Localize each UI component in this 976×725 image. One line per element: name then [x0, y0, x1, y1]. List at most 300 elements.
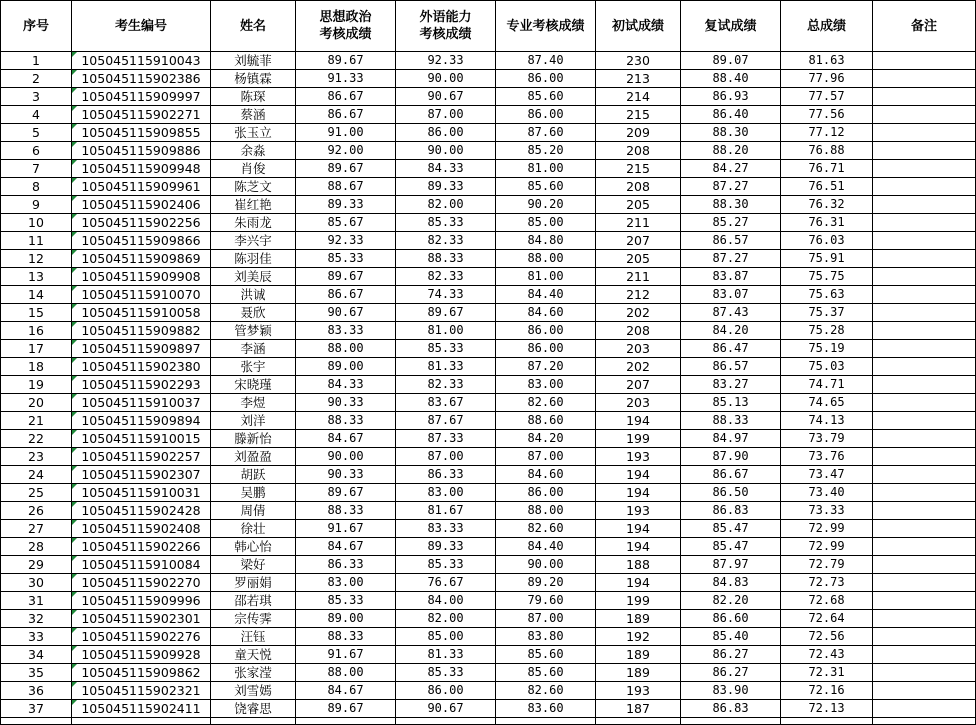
- cell-exam-id[interactable]: 105045115909961: [72, 178, 211, 196]
- cell-exam-id[interactable]: 105045115909996: [72, 592, 211, 610]
- cell-name[interactable]: 张家滢: [211, 664, 296, 682]
- cell-remarks[interactable]: [873, 556, 976, 574]
- cell-remarks[interactable]: [873, 214, 976, 232]
- cell-politics-score[interactable]: 83.33: [296, 322, 396, 340]
- cell-name[interactable]: 吴鹏: [211, 484, 296, 502]
- cell-politics-score[interactable]: 91.67: [296, 646, 396, 664]
- table-row[interactable]: [1, 160, 976, 178]
- cell-remarks[interactable]: [873, 394, 976, 412]
- cell-total-score[interactable]: 75.63: [781, 286, 873, 304]
- cell-major-score[interactable]: 84.60: [496, 466, 596, 484]
- cell-prelim-score[interactable]: 208: [596, 322, 681, 340]
- cell-major-score[interactable]: 84.40: [496, 286, 596, 304]
- cell-politics-score[interactable]: 90.33: [296, 466, 396, 484]
- table-row[interactable]: [1, 520, 976, 538]
- cell-language-score[interactable]: 83.67: [396, 394, 496, 412]
- cell-seq[interactable]: 2: [1, 70, 72, 88]
- cell-retest-score[interactable]: 87.90: [681, 448, 781, 466]
- cell-name[interactable]: 滕新怡: [211, 430, 296, 448]
- cell-retest-score[interactable]: 88.30: [681, 196, 781, 214]
- cell-total-score[interactable]: 72.13: [781, 700, 873, 718]
- cell-prelim-score[interactable]: 193: [596, 502, 681, 520]
- cell-politics-score[interactable]: 86.33: [296, 556, 396, 574]
- cell-name[interactable]: 韩心怡: [211, 538, 296, 556]
- cell-exam-id[interactable]: 105045115909928: [72, 646, 211, 664]
- cell-major-score[interactable]: 83.60: [496, 700, 596, 718]
- cell-remarks[interactable]: [873, 682, 976, 700]
- cell-retest-score[interactable]: 83.07: [681, 286, 781, 304]
- cell-total-score[interactable]: 74.65: [781, 394, 873, 412]
- cell-major-score[interactable]: 88.60: [496, 412, 596, 430]
- cell-politics-score[interactable]: 88.33: [296, 502, 396, 520]
- cell-major-score[interactable]: 85.00: [496, 214, 596, 232]
- cell-remarks[interactable]: [873, 70, 976, 88]
- cell-language-score[interactable]: 81.33: [396, 646, 496, 664]
- cell-major-score[interactable]: 86.00: [496, 484, 596, 502]
- cell-retest-score[interactable]: 83.27: [681, 376, 781, 394]
- cell-remarks[interactable]: [873, 142, 976, 160]
- cell-seq[interactable]: 16: [1, 322, 72, 340]
- cell-major-score[interactable]: 87.40: [496, 52, 596, 70]
- table-row[interactable]: [1, 358, 976, 376]
- cell-remarks[interactable]: [873, 466, 976, 484]
- cell-total-score[interactable]: 75.19: [781, 340, 873, 358]
- cell-exam-id[interactable]: 105045115909869: [72, 250, 211, 268]
- cell-remarks[interactable]: [873, 358, 976, 376]
- cell-total-score[interactable]: 75.28: [781, 322, 873, 340]
- table-row[interactable]: [1, 322, 976, 340]
- cell-remarks[interactable]: [873, 196, 976, 214]
- cell-prelim-score[interactable]: 207: [596, 232, 681, 250]
- cell-exam-id[interactable]: 105045115910031: [72, 484, 211, 502]
- table-row[interactable]: [1, 178, 976, 196]
- cell-seq[interactable]: 24: [1, 466, 72, 484]
- cell-exam-id[interactable]: 105045115902256: [72, 214, 211, 232]
- cell-prelim-score[interactable]: 193: [596, 682, 681, 700]
- cell-retest-score[interactable]: 88.20: [681, 142, 781, 160]
- cell-prelim-score[interactable]: 215: [596, 106, 681, 124]
- cell-name[interactable]: 李煜: [211, 394, 296, 412]
- cell-language-score[interactable]: 85.33: [396, 556, 496, 574]
- cell-retest-score[interactable]: 85.27: [681, 214, 781, 232]
- cell-politics-score[interactable]: 91.67: [296, 520, 396, 538]
- cell-language-score[interactable]: 86.00: [396, 124, 496, 142]
- cell-name[interactable]: 童天悦: [211, 646, 296, 664]
- cell-language-score[interactable]: 90.67: [396, 700, 496, 718]
- cell-politics-score[interactable]: 84.67: [296, 538, 396, 556]
- cell-language-score[interactable]: 83.00: [396, 484, 496, 502]
- cell-total-score[interactable]: 72.99: [781, 538, 873, 556]
- cell-language-score[interactable]: 74.33: [396, 286, 496, 304]
- table-row[interactable]: [1, 574, 976, 592]
- cell-prelim-score[interactable]: 211: [596, 268, 681, 286]
- cell-prelim-score[interactable]: 194: [596, 484, 681, 502]
- cell-name[interactable]: 刘雪嫣: [211, 682, 296, 700]
- cell-exam-id[interactable]: 105045115910015: [72, 430, 211, 448]
- cell-total-score[interactable]: 77.12: [781, 124, 873, 142]
- cell-politics-score[interactable]: 89.67: [296, 700, 396, 718]
- cell-exam-id[interactable]: 105045115909886: [72, 142, 211, 160]
- cell-major-score[interactable]: 90.00: [496, 556, 596, 574]
- cell-language-score[interactable]: 84.00: [396, 592, 496, 610]
- cell-name[interactable]: 刘盈盈: [211, 448, 296, 466]
- cell-retest-score[interactable]: 84.83: [681, 574, 781, 592]
- cell-name[interactable]: 宗传霁: [211, 610, 296, 628]
- cell-retest-score[interactable]: 86.83: [681, 700, 781, 718]
- cell-total-score[interactable]: 76.03: [781, 232, 873, 250]
- cell-prelim-score[interactable]: 211: [596, 214, 681, 232]
- cell-language-score[interactable]: 85.33: [396, 340, 496, 358]
- table-row[interactable]: [1, 304, 976, 322]
- cell-politics-score[interactable]: 90.33: [296, 394, 396, 412]
- cell-prelim-score[interactable]: 209: [596, 124, 681, 142]
- cell-name[interactable]: 宋晓瑾: [211, 376, 296, 394]
- table-row[interactable]: [1, 556, 976, 574]
- cell-prelim-score[interactable]: 212: [596, 286, 681, 304]
- table-row[interactable]: [1, 196, 976, 214]
- table-row[interactable]: [1, 124, 976, 142]
- table-row[interactable]: [1, 106, 976, 124]
- cell-retest-score[interactable]: 84.97: [681, 430, 781, 448]
- table-row[interactable]: [1, 340, 976, 358]
- cell-politics-score[interactable]: 92.00: [296, 142, 396, 160]
- cell-exam-id[interactable]: 105045115902406: [72, 196, 211, 214]
- cell-remarks[interactable]: [873, 448, 976, 466]
- cell-seq[interactable]: 32: [1, 610, 72, 628]
- table-row[interactable]: [1, 664, 976, 682]
- cell-language-score[interactable]: 87.67: [396, 412, 496, 430]
- cell-exam-id[interactable]: 105045115902276: [72, 628, 211, 646]
- cell-name[interactable]: 李涵: [211, 340, 296, 358]
- cell-remarks[interactable]: [873, 250, 976, 268]
- table-row[interactable]: [1, 412, 976, 430]
- cell-seq[interactable]: 25: [1, 484, 72, 502]
- cell-politics-score[interactable]: 86.67: [296, 88, 396, 106]
- cell-seq[interactable]: 21: [1, 412, 72, 430]
- cell-prelim-score[interactable]: 192: [596, 628, 681, 646]
- cell-exam-id[interactable]: 105045115902321: [72, 682, 211, 700]
- cell-prelim-score[interactable]: 194: [596, 520, 681, 538]
- table-row[interactable]: [1, 448, 976, 466]
- cell-total-score[interactable]: 73.79: [781, 430, 873, 448]
- cell-name[interactable]: 管梦颖: [211, 322, 296, 340]
- cell-total-score[interactable]: 76.31: [781, 214, 873, 232]
- cell-politics-score[interactable]: 88.67: [296, 178, 396, 196]
- cell-seq[interactable]: 4: [1, 106, 72, 124]
- cell-name[interactable]: 梁好: [211, 556, 296, 574]
- table-row[interactable]: [1, 592, 976, 610]
- cell-retest-score[interactable]: 82.20: [681, 592, 781, 610]
- cell-retest-score[interactable]: 86.83: [681, 502, 781, 520]
- table-row[interactable]: [1, 484, 976, 502]
- cell-total-score[interactable]: 72.43: [781, 646, 873, 664]
- cell-remarks[interactable]: [873, 628, 976, 646]
- cell-politics-score[interactable]: 85.33: [296, 250, 396, 268]
- cell-total-score[interactable]: 73.76: [781, 448, 873, 466]
- cell-language-score[interactable]: 88.33: [396, 250, 496, 268]
- cell-retest-score[interactable]: 87.97: [681, 556, 781, 574]
- cell-exam-id[interactable]: 105045115909894: [72, 412, 211, 430]
- cell-prelim-score[interactable]: 193: [596, 448, 681, 466]
- cell-name[interactable]: 蔡涵: [211, 106, 296, 124]
- cell-retest-score[interactable]: 86.57: [681, 358, 781, 376]
- cell-major-score[interactable]: 87.00: [496, 448, 596, 466]
- cell-retest-score[interactable]: 86.47: [681, 340, 781, 358]
- cell-retest-score[interactable]: 85.47: [681, 538, 781, 556]
- cell-seq[interactable]: 20: [1, 394, 72, 412]
- cell-language-score[interactable]: 81.00: [396, 322, 496, 340]
- cell-name[interactable]: 朱雨龙: [211, 214, 296, 232]
- cell-name[interactable]: 洪诚: [211, 286, 296, 304]
- cell-major-score[interactable]: 82.60: [496, 682, 596, 700]
- cell-total-score[interactable]: 76.71: [781, 160, 873, 178]
- table-row[interactable]: [1, 646, 976, 664]
- cell-prelim-score[interactable]: 207: [596, 376, 681, 394]
- cell-name[interactable]: 罗丽娟: [211, 574, 296, 592]
- cell-major-score[interactable]: 90.20: [496, 196, 596, 214]
- cell-prelim-score[interactable]: 203: [596, 394, 681, 412]
- cell-name[interactable]: 张宇: [211, 358, 296, 376]
- cell-major-score[interactable]: 87.20: [496, 358, 596, 376]
- cell-major-score[interactable]: 86.00: [496, 70, 596, 88]
- cell-name[interactable]: 余淼: [211, 142, 296, 160]
- cell-language-score[interactable]: 85.33: [396, 214, 496, 232]
- cell-prelim-score[interactable]: 214: [596, 88, 681, 106]
- cell-politics-score[interactable]: 85.67: [296, 214, 396, 232]
- cell-prelim-score[interactable]: 194: [596, 466, 681, 484]
- cell-exam-id[interactable]: 105045115902271: [72, 106, 211, 124]
- cell-seq[interactable]: 33: [1, 628, 72, 646]
- cell-seq[interactable]: 15: [1, 304, 72, 322]
- cell-exam-id[interactable]: 105045115902428: [72, 502, 211, 520]
- cell-remarks[interactable]: [873, 484, 976, 502]
- table-row[interactable]: [1, 88, 976, 106]
- table-row[interactable]: [1, 682, 976, 700]
- cell-major-score[interactable]: 84.20: [496, 430, 596, 448]
- cell-prelim-score[interactable]: 215: [596, 160, 681, 178]
- cell-total-score[interactable]: 72.99: [781, 520, 873, 538]
- cell-retest-score[interactable]: 89.07: [681, 52, 781, 70]
- table-row[interactable]: [1, 394, 976, 412]
- cell-language-score[interactable]: 92.33: [396, 52, 496, 70]
- cell-seq[interactable]: 30: [1, 574, 72, 592]
- cell-retest-score[interactable]: 87.43: [681, 304, 781, 322]
- cell-politics-score[interactable]: 92.33: [296, 232, 396, 250]
- cell-politics-score[interactable]: 90.67: [296, 304, 396, 322]
- cell-politics-score[interactable]: 89.00: [296, 610, 396, 628]
- cell-language-score[interactable]: 89.67: [396, 304, 496, 322]
- cell-name[interactable]: 刘毓菲: [211, 52, 296, 70]
- cell-prelim-score[interactable]: 199: [596, 592, 681, 610]
- cell-language-score[interactable]: 81.33: [396, 358, 496, 376]
- cell-politics-score[interactable]: 88.00: [296, 664, 396, 682]
- cell-retest-score[interactable]: 86.50: [681, 484, 781, 502]
- cell-seq[interactable]: 6: [1, 142, 72, 160]
- cell-remarks[interactable]: [873, 610, 976, 628]
- cell-exam-id[interactable]: 105045115902266: [72, 538, 211, 556]
- cell-politics-score[interactable]: 91.33: [296, 70, 396, 88]
- cell-major-score[interactable]: 82.60: [496, 520, 596, 538]
- cell-retest-score[interactable]: 86.60: [681, 610, 781, 628]
- table-row[interactable]: [1, 142, 976, 160]
- cell-exam-id[interactable]: 105045115902380: [72, 358, 211, 376]
- cell-major-score[interactable]: 86.00: [496, 340, 596, 358]
- cell-remarks[interactable]: [873, 340, 976, 358]
- cell-seq[interactable]: 7: [1, 160, 72, 178]
- cell-remarks[interactable]: [873, 106, 976, 124]
- cell-major-score[interactable]: 85.60: [496, 88, 596, 106]
- cell-prelim-score[interactable]: 187: [596, 700, 681, 718]
- cell-remarks[interactable]: [873, 502, 976, 520]
- cell-total-score[interactable]: 77.56: [781, 106, 873, 124]
- cell-name[interactable]: 刘美辰: [211, 268, 296, 286]
- cell-politics-score[interactable]: 88.33: [296, 412, 396, 430]
- cell-total-score[interactable]: 72.79: [781, 556, 873, 574]
- table-row[interactable]: [1, 502, 976, 520]
- cell-retest-score[interactable]: 86.40: [681, 106, 781, 124]
- cell-politics-score[interactable]: 83.00: [296, 574, 396, 592]
- cell-prelim-score[interactable]: 199: [596, 430, 681, 448]
- cell-total-score[interactable]: 81.63: [781, 52, 873, 70]
- cell-seq[interactable]: 11: [1, 232, 72, 250]
- cell-seq[interactable]: 8: [1, 178, 72, 196]
- cell-prelim-score[interactable]: 189: [596, 664, 681, 682]
- cell-total-score[interactable]: 72.16: [781, 682, 873, 700]
- cell-prelim-score[interactable]: 189: [596, 610, 681, 628]
- cell-major-score[interactable]: 79.60: [496, 592, 596, 610]
- cell-retest-score[interactable]: 84.27: [681, 160, 781, 178]
- cell-remarks[interactable]: [873, 430, 976, 448]
- cell-total-score[interactable]: 76.51: [781, 178, 873, 196]
- cell-seq[interactable]: 35: [1, 664, 72, 682]
- cell-language-score[interactable]: 82.33: [396, 376, 496, 394]
- cell-name[interactable]: 饶睿思: [211, 700, 296, 718]
- cell-retest-score[interactable]: 88.40: [681, 70, 781, 88]
- cell-total-score[interactable]: 74.71: [781, 376, 873, 394]
- cell-politics-score[interactable]: 90.00: [296, 448, 396, 466]
- cell-total-score[interactable]: 77.57: [781, 88, 873, 106]
- cell-total-score[interactable]: 73.40: [781, 484, 873, 502]
- cell-seq[interactable]: 36: [1, 682, 72, 700]
- cell-total-score[interactable]: 75.91: [781, 250, 873, 268]
- cell-total-score[interactable]: 72.64: [781, 610, 873, 628]
- cell-name[interactable]: 肖俊: [211, 160, 296, 178]
- cell-prelim-score[interactable]: 194: [596, 538, 681, 556]
- cell-language-score[interactable]: 82.00: [396, 610, 496, 628]
- cell-seq[interactable]: 27: [1, 520, 72, 538]
- cell-remarks[interactable]: [873, 520, 976, 538]
- table-row[interactable]: [1, 268, 976, 286]
- cell-politics-score[interactable]: 89.33: [296, 196, 396, 214]
- cell-seq[interactable]: 19: [1, 376, 72, 394]
- cell-retest-score[interactable]: 86.57: [681, 232, 781, 250]
- cell-total-score[interactable]: 72.68: [781, 592, 873, 610]
- cell-retest-score[interactable]: 86.67: [681, 466, 781, 484]
- cell-language-score[interactable]: 86.33: [396, 466, 496, 484]
- cell-major-score[interactable]: 85.60: [496, 664, 596, 682]
- cell-seq[interactable]: 9: [1, 196, 72, 214]
- cell-exam-id[interactable]: 105045115909882: [72, 322, 211, 340]
- cell-total-score[interactable]: 75.03: [781, 358, 873, 376]
- cell-total-score[interactable]: 75.37: [781, 304, 873, 322]
- cell-seq[interactable]: 22: [1, 430, 72, 448]
- table-row[interactable]: [1, 610, 976, 628]
- cell-name[interactable]: 陈芝文: [211, 178, 296, 196]
- cell-prelim-score[interactable]: 194: [596, 574, 681, 592]
- cell-politics-score[interactable]: 89.67: [296, 484, 396, 502]
- cell-retest-score[interactable]: 87.27: [681, 250, 781, 268]
- cell-prelim-score[interactable]: 205: [596, 250, 681, 268]
- cell-exam-id[interactable]: 105045115909866: [72, 232, 211, 250]
- cell-remarks[interactable]: [873, 286, 976, 304]
- cell-total-score[interactable]: 76.88: [781, 142, 873, 160]
- cell-exam-id[interactable]: 105045115902257: [72, 448, 211, 466]
- table-row[interactable]: [1, 214, 976, 232]
- cell-exam-id[interactable]: 105045115909855: [72, 124, 211, 142]
- cell-retest-score[interactable]: 83.87: [681, 268, 781, 286]
- cell-language-score[interactable]: 87.33: [396, 430, 496, 448]
- cell-seq[interactable]: 28: [1, 538, 72, 556]
- cell-remarks[interactable]: [873, 646, 976, 664]
- cell-major-score[interactable]: 82.60: [496, 394, 596, 412]
- cell-retest-score[interactable]: 87.27: [681, 178, 781, 196]
- cell-major-score[interactable]: 85.60: [496, 646, 596, 664]
- cell-seq[interactable]: 1: [1, 52, 72, 70]
- cell-name[interactable]: 陈琛: [211, 88, 296, 106]
- cell-retest-score[interactable]: 84.20: [681, 322, 781, 340]
- cell-language-score[interactable]: 90.00: [396, 70, 496, 88]
- table-row[interactable]: [1, 250, 976, 268]
- cell-major-score[interactable]: 81.00: [496, 268, 596, 286]
- table-row[interactable]: [1, 376, 976, 394]
- cell-exam-id[interactable]: 105045115910037: [72, 394, 211, 412]
- cell-language-score[interactable]: 84.33: [396, 160, 496, 178]
- cell-language-score[interactable]: 76.67: [396, 574, 496, 592]
- cell-name[interactable]: 邵若琪: [211, 592, 296, 610]
- cell-language-score[interactable]: 85.00: [396, 628, 496, 646]
- cell-total-score[interactable]: 77.96: [781, 70, 873, 88]
- cell-name[interactable]: 刘洋: [211, 412, 296, 430]
- cell-politics-score[interactable]: 89.00: [296, 358, 396, 376]
- cell-total-score[interactable]: 75.75: [781, 268, 873, 286]
- cell-politics-score[interactable]: 84.67: [296, 682, 396, 700]
- cell-language-score[interactable]: 87.00: [396, 106, 496, 124]
- cell-exam-id[interactable]: 105045115909862: [72, 664, 211, 682]
- cell-major-score[interactable]: 83.00: [496, 376, 596, 394]
- cell-politics-score[interactable]: 88.33: [296, 628, 396, 646]
- cell-politics-score[interactable]: 86.67: [296, 286, 396, 304]
- cell-prelim-score[interactable]: 208: [596, 142, 681, 160]
- cell-seq[interactable]: 34: [1, 646, 72, 664]
- cell-remarks[interactable]: [873, 574, 976, 592]
- table-row[interactable]: [1, 232, 976, 250]
- cell-language-score[interactable]: 89.33: [396, 178, 496, 196]
- cell-remarks[interactable]: [873, 52, 976, 70]
- table-row[interactable]: [1, 466, 976, 484]
- cell-exam-id[interactable]: 105045115910070: [72, 286, 211, 304]
- cell-seq[interactable]: 31: [1, 592, 72, 610]
- cell-language-score[interactable]: 90.00: [396, 142, 496, 160]
- cell-language-score[interactable]: 89.33: [396, 538, 496, 556]
- cell-retest-score[interactable]: 86.27: [681, 664, 781, 682]
- cell-politics-score[interactable]: 84.67: [296, 430, 396, 448]
- cell-politics-score[interactable]: 89.67: [296, 160, 396, 178]
- cell-remarks[interactable]: [873, 268, 976, 286]
- table-row[interactable]: [1, 538, 976, 556]
- cell-exam-id[interactable]: 105045115902411: [72, 700, 211, 718]
- cell-prelim-score[interactable]: 213: [596, 70, 681, 88]
- cell-language-score[interactable]: 90.67: [396, 88, 496, 106]
